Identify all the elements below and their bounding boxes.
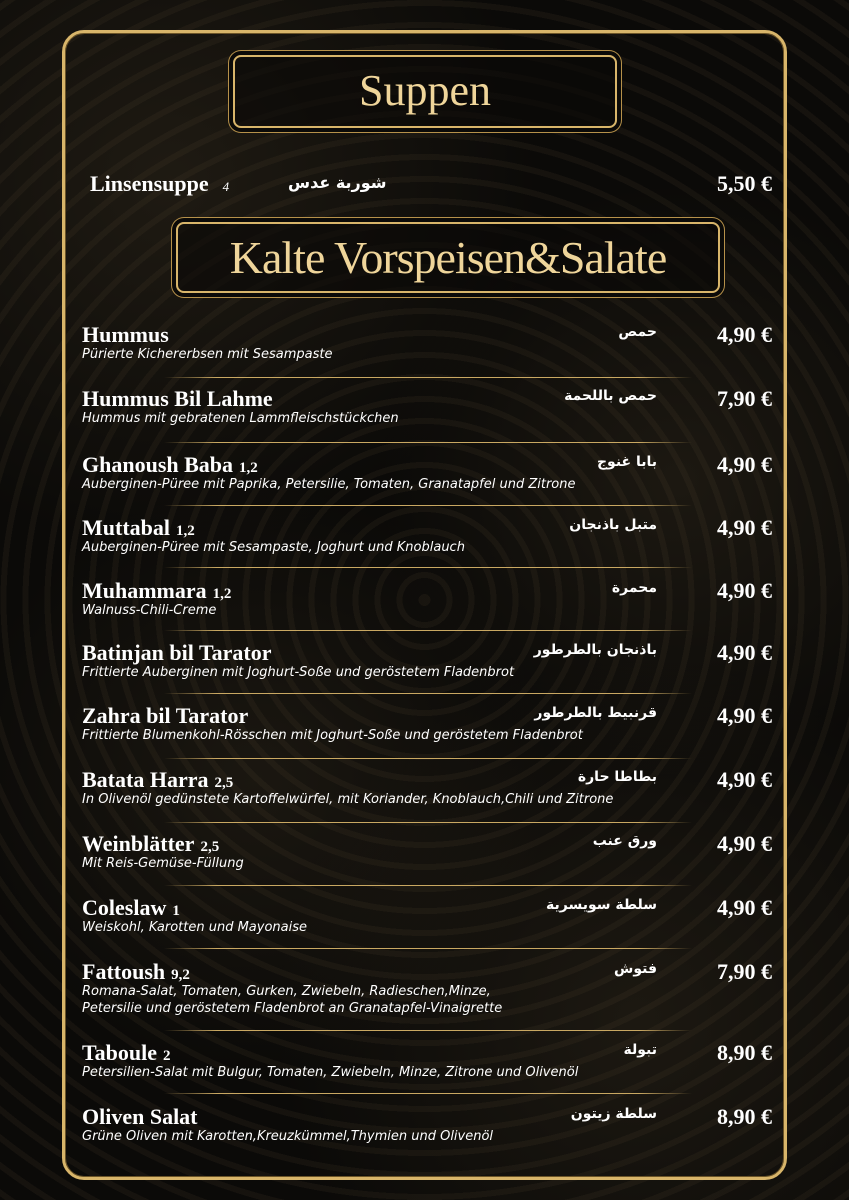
item-description: Auberginen-Püree mit Paprika, Petersilie, Tomaten, Granatapfel und Zitrone xyxy=(82,477,576,492)
divider xyxy=(164,1030,692,1031)
item-price: 4,90 € xyxy=(717,322,772,347)
allergen-note: 2,5 xyxy=(214,775,234,791)
divider xyxy=(164,505,692,506)
item-price: 4,90 € xyxy=(717,578,772,603)
item-name: Batinjan bil Tarator xyxy=(82,640,272,665)
item-price: 7,90 € xyxy=(717,386,772,411)
allergen-note: 1,2 xyxy=(176,523,195,539)
item-arabic: شوربة عدس xyxy=(288,173,387,192)
item-price: 4,90 € xyxy=(717,767,772,792)
allergen-note: 1 xyxy=(172,903,180,919)
item-name: Oliven Salat xyxy=(82,1104,198,1129)
item-name: Weinblätter 2,5 xyxy=(82,831,220,856)
item-arabic: فتوش xyxy=(614,961,657,977)
item-arabic: حمص xyxy=(618,324,657,340)
item-description: Walnuss-Chili-Creme xyxy=(82,603,217,618)
item-price: 4,90 € xyxy=(717,831,772,856)
divider xyxy=(164,822,692,823)
item-name: Taboule 2 xyxy=(82,1040,171,1065)
item-arabic: محمرة xyxy=(611,580,657,596)
item-description: Mit Reis-Gemüse-Füllung xyxy=(82,856,244,871)
divider xyxy=(164,758,692,759)
item-price: 8,90 € xyxy=(717,1040,772,1065)
divider xyxy=(164,377,692,378)
item-name: Zahra bil Tarator xyxy=(82,703,249,728)
item-description: Pürierte Kichererbsen mit Sesampaste xyxy=(82,347,333,362)
item-arabic: حمص باللحمة xyxy=(564,388,657,404)
item-arabic: متبل باذنجان xyxy=(569,517,657,533)
item-description: Weiskohl, Karotten und Mayonaise xyxy=(82,920,308,935)
item-name: Muttabal 1,2 xyxy=(82,515,195,540)
item-arabic: تبولة xyxy=(623,1042,657,1058)
item-arabic: قرنبيط بالطرطور xyxy=(534,705,657,721)
item-price: 5,50 € xyxy=(717,171,772,196)
item-price: 8,90 € xyxy=(717,1104,772,1129)
item-name: Fattoush 9,2 xyxy=(82,959,190,984)
item-name: Hummus xyxy=(82,322,169,347)
item-description: Petersilien-Salat mit Bulgur, Tomaten, Zwiebeln, Minze, Zitrone und Olivenöl xyxy=(82,1065,579,1080)
item-price: 4,90 € xyxy=(717,703,772,728)
item-description: Grüne Oliven mit Karotten,Kreuzkümmel,Thymien und Olivenöl xyxy=(82,1129,494,1144)
allergen-note: 1,2 xyxy=(239,460,258,476)
divider xyxy=(164,442,692,443)
divider xyxy=(164,885,692,886)
item-price: 4,90 € xyxy=(717,515,772,540)
item-arabic: سلطة سويسرية xyxy=(546,897,657,913)
item-description: In Olivenöl gedünstete Kartoffelwürfel, mit Koriander, Knoblauch,Chili und Zitrone xyxy=(82,792,614,807)
item-name: Hummus Bil Lahme xyxy=(82,386,273,411)
item-description: Romana-Salat, Tomaten, Gurken, Zwiebeln, Radieschen,Minze, Petersilie und geröstetem Fladenbrot an Granatapfel-Vinaigrette xyxy=(82,984,503,1016)
divider xyxy=(164,567,692,568)
section-title-suppen: Suppen xyxy=(233,55,617,128)
item-arabic: بطاطا حارة xyxy=(577,769,657,785)
item-price: 4,90 € xyxy=(717,895,772,920)
item-arabic: باذنجان بالطرطور xyxy=(533,642,657,658)
item-price: 7,90 € xyxy=(717,959,772,984)
divider xyxy=(164,630,692,631)
allergen-note: 2,5 xyxy=(200,839,220,855)
divider xyxy=(164,693,692,694)
item-price: 4,90 € xyxy=(717,640,772,665)
item-description: Auberginen-Püree mit Sesampaste, Joghurt und Knoblauch xyxy=(82,540,465,555)
item-name: Batata Harra 2,5 xyxy=(82,767,234,792)
section-title-kalte-vorspeisen: Kalte Vorspeisen&Salate xyxy=(176,222,720,293)
item-name: Ghanoush Baba 1,2 xyxy=(82,452,258,477)
item-name: Coleslaw 1 xyxy=(82,895,180,920)
item-arabic: بابا غنوج xyxy=(596,454,657,470)
item-arabic: سلطة زيتون xyxy=(570,1106,657,1122)
item-name: Muhammara 1,2 xyxy=(82,578,232,603)
item-arabic: ورق عنب xyxy=(592,833,657,849)
item-name: Linsensuppe 4 xyxy=(90,171,230,196)
item-description: Frittierte Auberginen mit Joghurt-Soße und geröstetem Fladenbrot xyxy=(82,665,515,680)
divider xyxy=(164,948,692,949)
item-description: Frittierte Blumenkohl-Rösschen mit Joghurt-Soße und geröstetem Fladenbrot xyxy=(82,728,583,743)
item-description: Hummus mit gebratenen Lammfleischstückchen xyxy=(82,411,399,426)
divider xyxy=(164,1093,692,1094)
allergen-note: 9,2 xyxy=(171,967,190,983)
allergen-note: 1,2 xyxy=(212,586,232,602)
allergen-note: 2 xyxy=(163,1048,171,1064)
item-price: 4,90 € xyxy=(717,452,772,477)
